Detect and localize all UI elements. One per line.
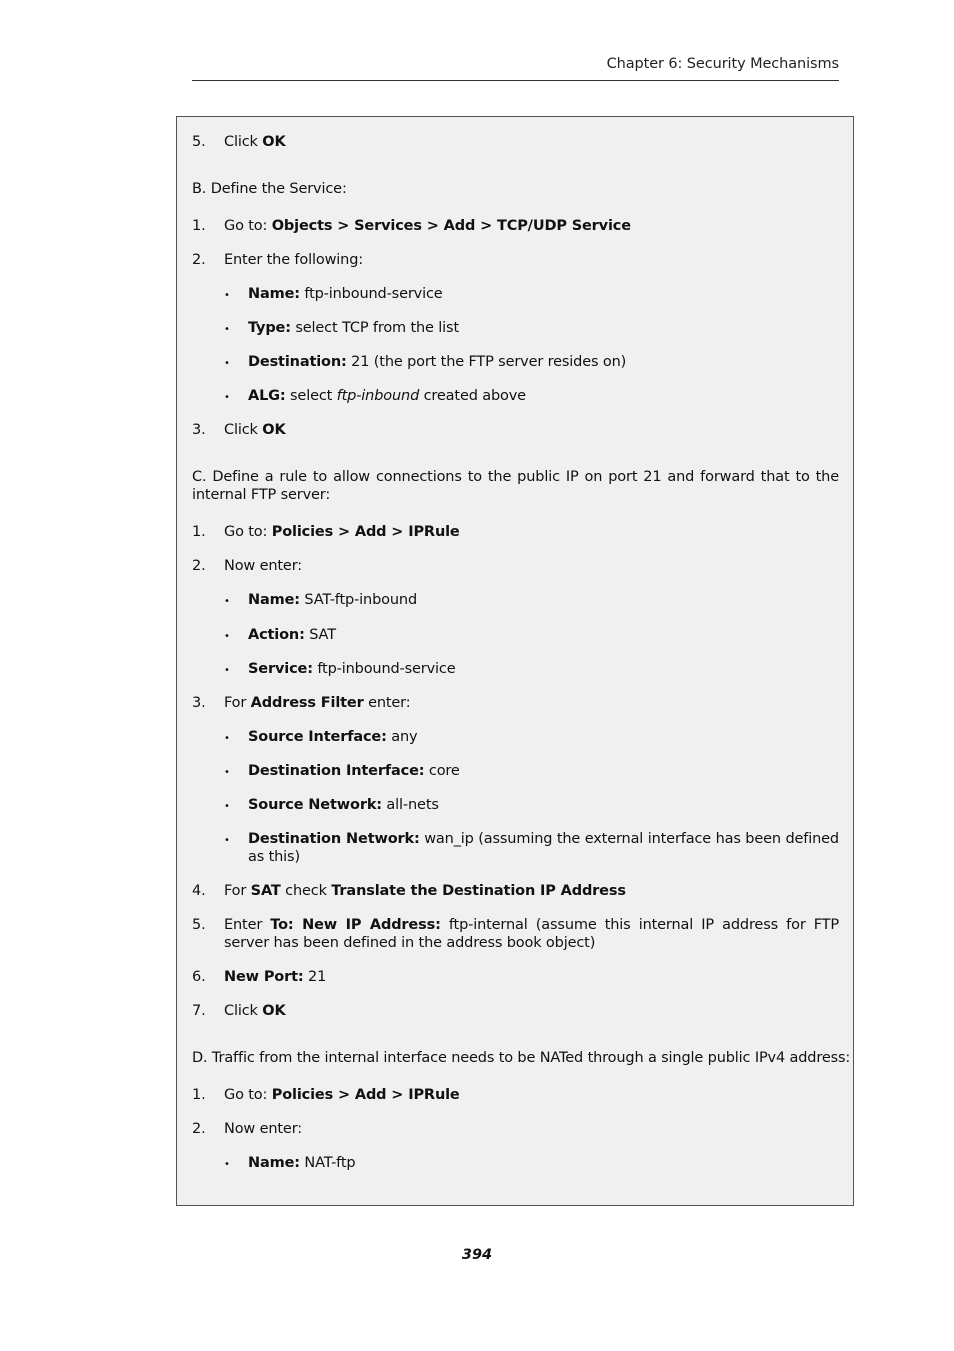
d-step-1: Go to: Policies > Add > IPRule bbox=[224, 1087, 460, 1103]
b-step-1: Go to: Objects > Services > Add > TCP/UDP Service bbox=[224, 218, 631, 234]
b-step-2: Enter the following: bbox=[224, 252, 364, 268]
c-step-2: Now enter: bbox=[224, 558, 302, 574]
c-step-5: Enter To: New IP Address: ftp-internal (assume this internal IP address for FTP server has been defined in the address book object) bbox=[224, 917, 839, 951]
header-divider bbox=[192, 80, 839, 81]
list-item: Type: select TCP from the list bbox=[248, 320, 459, 336]
list-number: 4. bbox=[192, 883, 206, 899]
list-number: 5. bbox=[192, 917, 206, 933]
list-item: Source Network: all-nets bbox=[248, 797, 439, 813]
list-number: 6. bbox=[192, 969, 206, 985]
list-number: 2. bbox=[192, 1121, 206, 1137]
list-number: 1. bbox=[192, 1087, 206, 1103]
bullet-icon: • bbox=[224, 665, 230, 676]
page-number: 394 bbox=[461, 1247, 493, 1263]
bullet-icon: • bbox=[224, 324, 230, 335]
bullet-icon: • bbox=[224, 835, 230, 846]
c-step-6: New Port: 21 bbox=[224, 969, 327, 985]
step-5: Click OK bbox=[224, 134, 286, 150]
c-step-4: For SAT check Translate the Destination IP Address bbox=[224, 883, 626, 899]
list-number: 7. bbox=[192, 1003, 206, 1019]
bullet-icon: • bbox=[224, 801, 230, 812]
list-item: Destination: 21 (the port the FTP server resides on) bbox=[248, 354, 627, 370]
c-step-1: Go to: Policies > Add > IPRule bbox=[224, 524, 460, 540]
bullet-icon: • bbox=[224, 767, 230, 778]
list-item: Name: ftp-inbound-service bbox=[248, 286, 443, 302]
d-step-2: Now enter: bbox=[224, 1121, 302, 1137]
bullet-icon: • bbox=[224, 596, 230, 607]
list-number: 2. bbox=[192, 252, 206, 268]
list-item: Name: NAT-ftp bbox=[248, 1155, 356, 1171]
list-number: 1. bbox=[192, 218, 206, 234]
bullet-icon: • bbox=[224, 1159, 230, 1170]
section-c-heading: C. Define a rule to allow connections to the public IP on port 21 and forward that to the internal FTP server: bbox=[192, 469, 839, 503]
bullet-icon: • bbox=[224, 392, 230, 403]
list-item: Source Interface: any bbox=[248, 729, 418, 745]
list-item: Service: ftp-inbound-service bbox=[248, 661, 456, 677]
list-item: Destination Network: wan_ip (assuming the external interface has been defined as this) bbox=[248, 831, 839, 865]
list-number: 5. bbox=[192, 134, 206, 150]
list-number: 3. bbox=[192, 695, 206, 711]
bullet-icon: • bbox=[224, 290, 230, 301]
list-item: ALG: select ftp-inbound created above bbox=[248, 388, 526, 404]
bullet-icon: • bbox=[224, 631, 230, 642]
b-step-3: Click OK bbox=[224, 422, 286, 438]
section-d-heading: D. Traffic from the internal interface needs to be NATed through a single public IPv4 address: bbox=[192, 1050, 851, 1066]
bullet-icon: • bbox=[224, 358, 230, 369]
list-number: 3. bbox=[192, 422, 206, 438]
list-item: Name: SAT-ftp-inbound bbox=[248, 592, 418, 608]
list-number: 1. bbox=[192, 524, 206, 540]
list-number: 2. bbox=[192, 558, 206, 574]
c-step-3: For Address Filter enter: bbox=[224, 695, 411, 711]
section-b-heading: B. Define the Service: bbox=[192, 181, 347, 197]
list-item: Destination Interface: core bbox=[248, 763, 460, 779]
chapter-header: Chapter 6: Security Mechanisms bbox=[606, 56, 839, 72]
c-step-7: Click OK bbox=[224, 1003, 286, 1019]
bullet-icon: • bbox=[224, 733, 230, 744]
list-item: Action: SAT bbox=[248, 627, 336, 643]
